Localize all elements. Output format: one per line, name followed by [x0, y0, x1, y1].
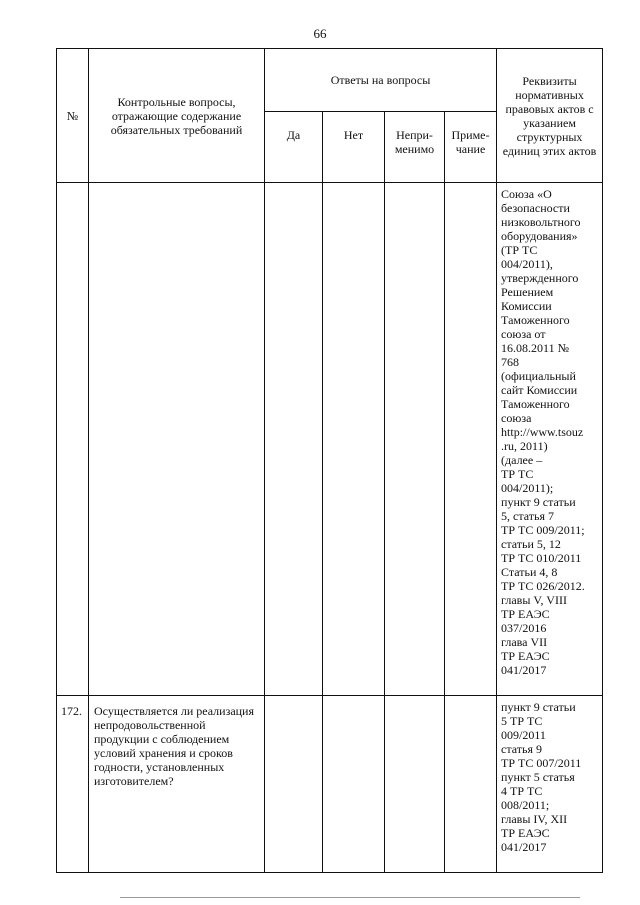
answer-yes-cell — [265, 183, 323, 696]
answer-note-cell — [445, 183, 497, 696]
row-num: 172. — [57, 696, 89, 873]
header-not-applicable: Непри- менимо — [385, 112, 445, 183]
answer-na-cell — [385, 696, 445, 873]
header-questions: Контрольные вопросы, отражающие содержание обязательных требований — [89, 49, 265, 183]
row-requisites: пункт 9 статьи 5 ТР ТС 009/2011 статья 9 ТР ТС 007/2011 пункт 5 статья 4 ТР ТС 008/2011; главы IV, XII ТР ЕАЭС 041/2017 — [497, 696, 603, 873]
header-yes: Да — [265, 112, 323, 183]
answer-no-cell — [323, 696, 385, 873]
row-question — [89, 183, 265, 696]
page-bottom-rule — [120, 897, 580, 898]
row-num — [57, 183, 89, 696]
answer-note-cell — [445, 696, 497, 873]
header-answers: Ответы на вопросы — [265, 49, 497, 112]
answer-no-cell — [323, 183, 385, 696]
answer-na-cell — [385, 183, 445, 696]
page-number: 66 — [313, 26, 327, 41]
row-question: Осуществляется ли реализация непродовольственной продукции с соблюдением условий хранения и сроков годности, установленных изготовителем? — [89, 696, 265, 873]
table-row — [57, 183, 603, 696]
header-requisites: Реквизиты нормативных правовых актов с указанием структурных единиц этих актов — [497, 49, 603, 183]
row-requisites: Союза «О безопасности низковольтного оборудования» (ТР ТС 004/2011), утвержденного Решением Комиссии Таможенного союза от 16.08.2011 № 768 (официальный сайт Комиссии Таможенного союза http://www.tsouz .ru, 2011) (далее – ТР ТС 004/2011); пункт 9 статьи 5, статья 7 ТР ТС 009/2011; статьи 5, 12 ТР ТС 010/2011 Статьи 4, 8 ТР ТС 026/2012. главы V, VIII ТР ЕАЭС 037/2016 глава VII ТР ЕАЭС 041/2017 — [497, 183, 603, 696]
table-row — [57, 696, 603, 873]
header-no: Нет — [323, 112, 385, 183]
header-num: № — [57, 49, 89, 183]
answer-yes-cell — [265, 696, 323, 873]
header-note: Приме- чание — [445, 112, 497, 183]
checklist-table — [56, 48, 603, 873]
